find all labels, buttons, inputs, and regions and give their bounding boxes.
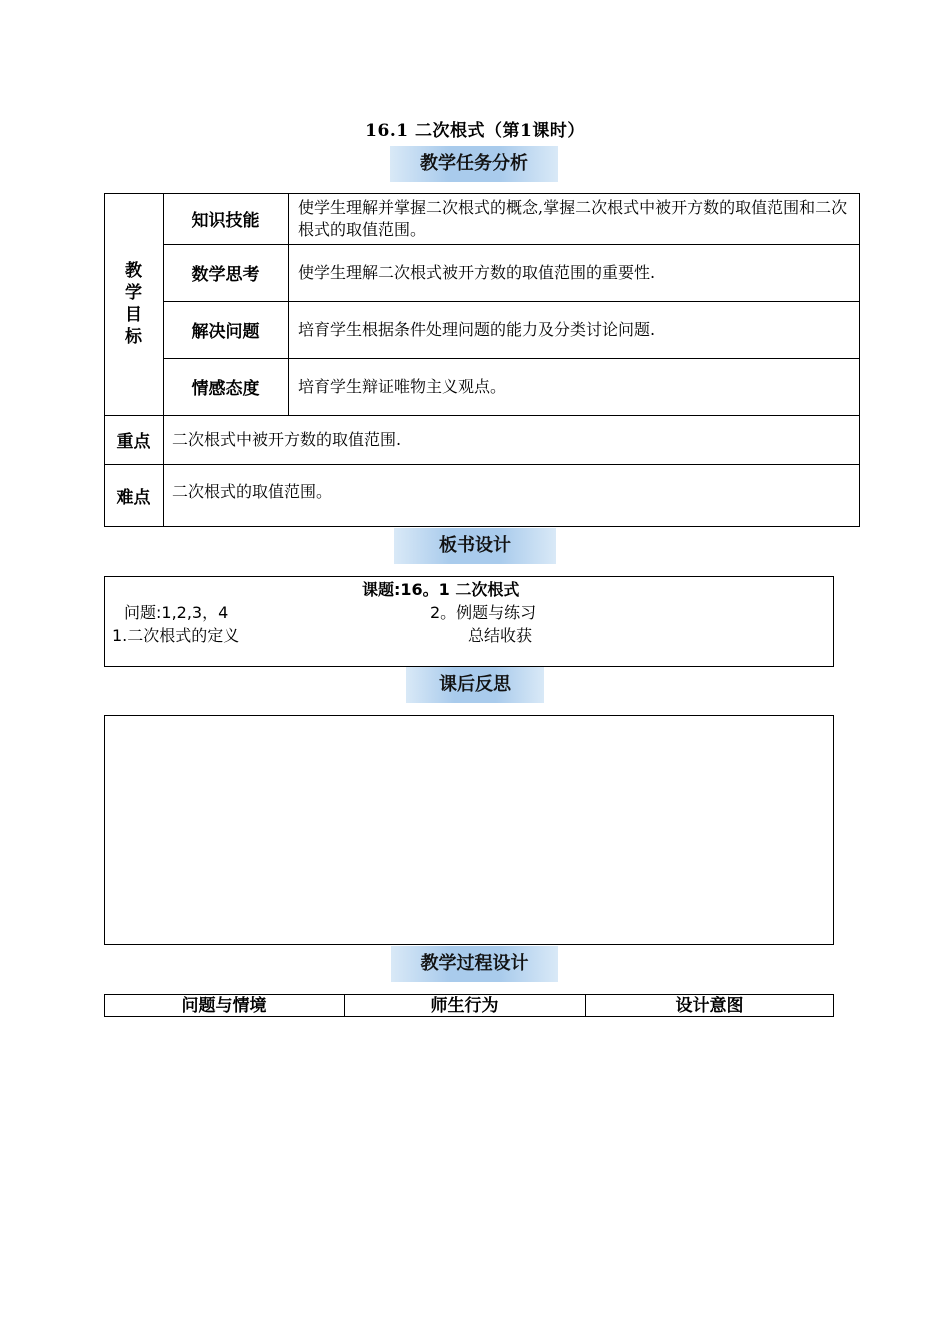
process-header-situation: 问题与情境 xyxy=(181,996,267,1016)
objective-label-problem-solving: 解决问题 xyxy=(191,322,260,342)
board-left-line-1: 问题:1,2,3，4 xyxy=(124,603,229,622)
objective-label-knowledge: 知识技能 xyxy=(191,211,260,231)
group-label-char: 标 xyxy=(125,327,142,347)
difficult-point-label: 难点 xyxy=(116,488,151,508)
objective-text-attitude: 培育学生辩证唯物主义观点。 xyxy=(298,376,507,396)
objective-text-problem-solving: 培育学生根据条件处理问题的能力及分类讨论问题. xyxy=(298,319,656,339)
board-topic: 课题:16。1 二次根式 xyxy=(362,580,520,599)
key-point-text: 二次根式中被开方数的取值范围. xyxy=(172,429,402,449)
board-right-line-2: 总结收获 xyxy=(468,626,533,645)
key-point-label: 重点 xyxy=(116,432,151,452)
process-header-intent: 设计意图 xyxy=(675,996,744,1016)
board-left-line-2: 1.二次根式的定义 xyxy=(112,626,240,645)
group-label-char: 学 xyxy=(125,283,142,303)
difficult-point-text: 二次根式的取值范围。 xyxy=(172,482,333,501)
objective-text-math-thinking: 使学生理解二次根式被开方数的取值范围的重要性. xyxy=(298,262,656,282)
objective-label-math-thinking: 数学思考 xyxy=(191,265,260,285)
objective-label-attitude: 情感态度 xyxy=(191,379,260,399)
reflection-box xyxy=(104,715,834,945)
board-right-line-1: 2。例题与练习 xyxy=(430,603,537,622)
group-label-char: 目 xyxy=(125,305,142,325)
section-banner-process-design: 教学过程设计 xyxy=(391,946,558,982)
document-title: 16.1 二次根式（第1课时） xyxy=(365,121,585,141)
section-banner-reflection: 课后反思 xyxy=(406,667,544,703)
process-header-behavior: 师生行为 xyxy=(430,996,499,1016)
section-banner-board-design: 板书设计 xyxy=(394,528,556,564)
section-banner-task-analysis: 教学任务分析 xyxy=(390,146,558,182)
group-label-char: 教 xyxy=(125,261,142,281)
objective-text-knowledge: 使学生理解并掌握二次根式的概念,掌握二次根式中被开方数的取值范围和二次根式的取值范围。 xyxy=(298,197,848,239)
objectives-group-label xyxy=(104,193,163,415)
